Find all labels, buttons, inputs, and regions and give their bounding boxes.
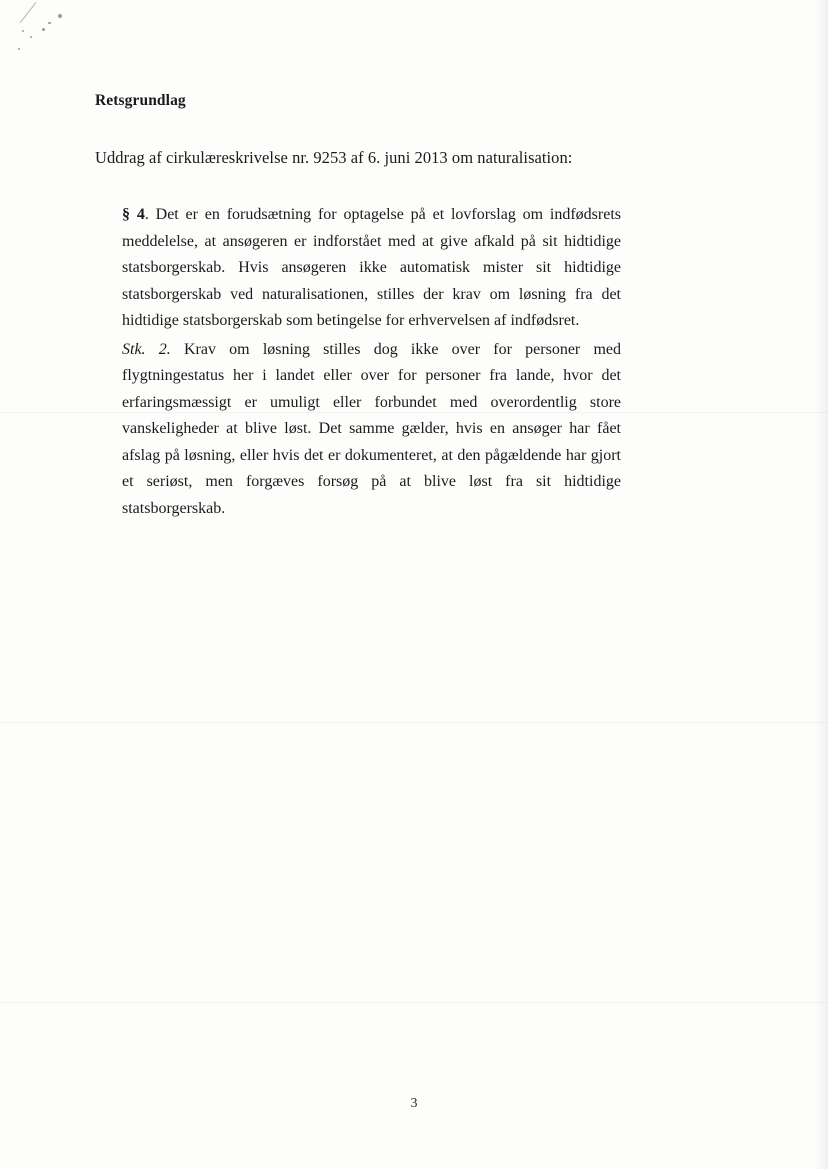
smudge-stroke <box>20 2 64 44</box>
page-number: 3 <box>410 1096 418 1111</box>
statute-subsection-2 <box>122 337 621 523</box>
subsection-2-text: Krav om løsning stilles dog ikke over for personer med flygtningestatus her i landet eller over for personer fra lande, hvor det erfaringsmæssigt er umuligt eller forbundet med overordentlig store vanskeligheder at blive løst. Det samme gælder, hvis en ansøger har fået afslag på løsning, eller hvis det er dokumenteret, at den pågældende har gjort et seriøst, men forgæves forsøg på at blive løst fra sit hidtidige statsborgerskab. <box>122 340 622 518</box>
paragraph-marker: § 4 <box>122 206 145 223</box>
smudge-dot <box>30 36 32 38</box>
section-heading: Retsgrundlag <box>95 92 186 109</box>
statute-paragraph-4 <box>122 202 621 335</box>
intro-paragraph: Uddrag af cirkulæreskrivelse nr. 9253 af 6. juni 2013 om naturalisation: <box>95 148 573 167</box>
smudge-dot <box>42 28 45 31</box>
scan-artifact-band <box>0 1002 828 1003</box>
smudge-dot <box>48 22 51 24</box>
quoted-excerpt <box>122 202 621 523</box>
scan-artifact-band <box>0 722 828 723</box>
smudge-dot <box>22 30 24 32</box>
paragraph-4-text: . Det er en forudsætning for optagelse på et lovforslag om indfødsrets meddelelse, at ansøgeren er indforstået med at give afkald på sit hidtidige statsborgerskab. Hvis ansøgeren ikke automatisk mister sit hidtidige statsborgerskab ved naturalisationen, stilles der krav om løsning fra det hidtidige statsborgerskab som betingelse for erhvervelsen af indfødsret. <box>122 206 622 330</box>
document-content <box>95 92 635 523</box>
smudge-dot <box>58 14 62 18</box>
corner-smudge-mark <box>10 8 80 56</box>
smudge-dot <box>18 48 20 50</box>
page-edge-shading <box>814 0 828 1169</box>
subsection-marker: Stk. 2. <box>122 340 171 358</box>
